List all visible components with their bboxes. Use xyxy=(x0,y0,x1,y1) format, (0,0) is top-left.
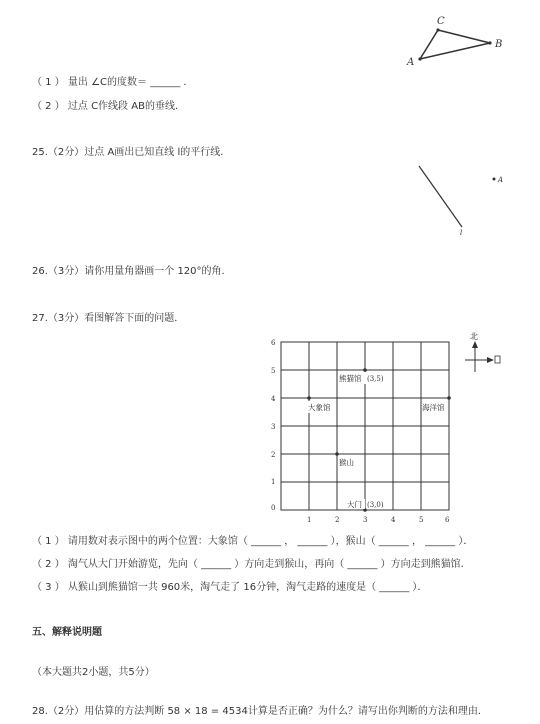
x-tick-6: 6 xyxy=(445,516,450,524)
y-tick-4: 4 xyxy=(271,395,276,403)
monkey-point xyxy=(335,452,339,456)
q24-part1: （ 1 ） 量出 ∠C的度数＝ ______ ． xyxy=(32,77,194,88)
panda-label: 熊猫馆 xyxy=(339,374,362,383)
vertex-b-label: B xyxy=(495,39,503,50)
line-l-label: l xyxy=(460,229,463,237)
x-tick-2: 2 xyxy=(335,516,340,524)
elephant-point xyxy=(307,396,311,400)
section-5-heading: 五、解释说明题 xyxy=(32,627,102,638)
q25-text: 25.（2分）过点 A画出已知直线 l的平行线． xyxy=(32,147,231,158)
panda-coord: (3,5) xyxy=(367,375,384,383)
q27-part1: （ 1 ） 请用数对表示图中的两个位置：大象馆（ ______ ， ______ ），猴山（ ______ ， ______ ）． xyxy=(32,536,474,547)
q26-text: 26.（3分）请你用量角器画一个 120°的角． xyxy=(32,266,232,277)
vertex-c-label: C xyxy=(437,16,445,27)
north-label: 北 xyxy=(470,332,478,341)
vertex-a-label: A xyxy=(407,57,415,68)
ocean-point xyxy=(447,396,451,400)
coordinate-grid-map xyxy=(265,330,510,530)
y-tick-2: 2 xyxy=(271,451,276,459)
y-tick-5: 5 xyxy=(271,367,276,375)
section-5-note: （本大题共2小题，共5分） xyxy=(32,667,155,678)
gate-label: 大门 xyxy=(347,500,362,509)
x-tick-1: 1 xyxy=(307,516,312,524)
triangle-figure xyxy=(400,10,510,70)
y-tick-3: 3 xyxy=(271,423,276,431)
triangle-abc xyxy=(420,30,490,59)
q27-part2: （ 2 ） 淘气从大门开始游览，先向（ ______ ）方向走到猴山，再向（ ______ ）方向走到熊猫馆． xyxy=(32,559,471,570)
north-compass-icon xyxy=(465,331,500,372)
elephant-label: 大象馆 xyxy=(308,403,331,412)
q27-part3: （ 3 ） 从猴山到熊猫馆一共 960米，淘气走了 16分钟，淘气走路的速度是（ ______ ）． xyxy=(32,582,428,593)
y-tick-0: 0 xyxy=(271,504,276,512)
monkey-label: 猴山 xyxy=(339,458,354,467)
x-tick-4: 4 xyxy=(391,516,396,524)
ocean-label: 海洋馆 xyxy=(422,403,445,412)
panda-point xyxy=(363,368,367,372)
gate-coord: (3,0) xyxy=(367,501,384,509)
x-tick-5: 5 xyxy=(419,516,424,524)
grid-lines xyxy=(281,342,449,510)
y-tick-1: 1 xyxy=(271,478,276,486)
q28-text: 28.（2分）用估算的方法判断 58 × 18 = 4534计算是否正确？为什么？请写出你判断的方法和理由． xyxy=(32,706,488,717)
line-l xyxy=(419,166,462,227)
q25-figure xyxy=(410,160,510,240)
q24-part2: （ 2 ） 过点 C作线段 AB的垂线． xyxy=(32,101,185,112)
point-a-label: A xyxy=(498,176,504,184)
point-a xyxy=(493,178,496,181)
q27-text: 27.（3分）看图解答下面的问题． xyxy=(32,313,185,324)
y-tick-6: 6 xyxy=(271,339,276,347)
x-tick-3: 3 xyxy=(363,516,368,524)
